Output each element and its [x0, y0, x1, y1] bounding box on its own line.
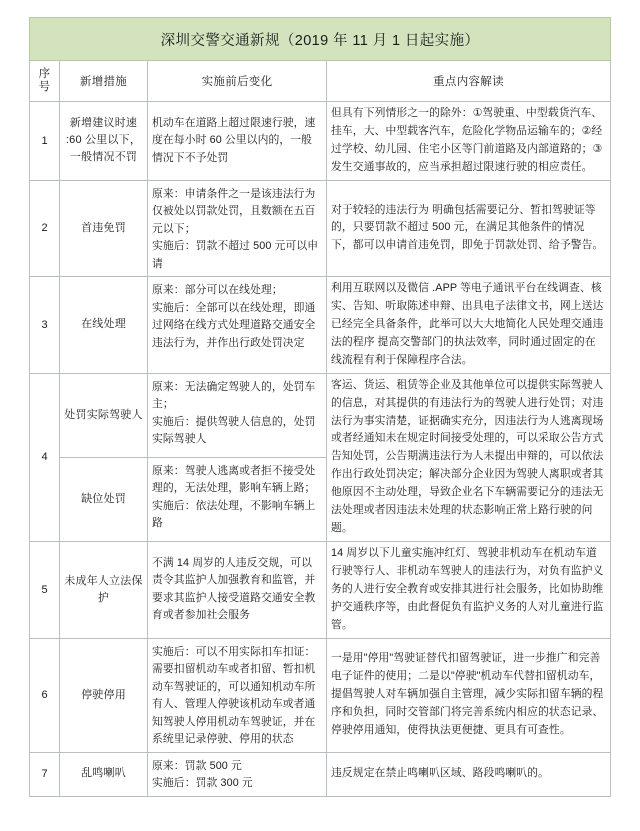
row-change-after: 实施后：依法处理，不影响车辆上路: [152, 499, 316, 530]
row-change: [148, 277, 327, 374]
table-row: [30, 277, 611, 374]
row-change-before: 原来：申请条件之一是该违法行为仅被处以罚款处罚，且数额在五百元以下；: [152, 187, 316, 235]
row-interpretation: 一是用"停用"驾驶证替代扣留驾驶证，进一步推广和完善电子证件的使用；二是以"停驶"机动车代替扣留机动车，提倡驾驶人对车辆加强自主管理，减少实际扣留车辆的程序和负担，同时交管部门将完善系统内相应的状态记录、停驶停用通知，使得执法更便捷、更具有可查性。: [327, 638, 611, 752]
row-number: 2: [30, 180, 60, 276]
row-change-after: 实施后：提供驾驶人信息的，处罚实际驾驶人: [152, 415, 316, 446]
row-change-before: 原来：部分可以在线处理；: [152, 284, 283, 297]
column-header-measure: 新增措施: [60, 61, 148, 102]
table-row: [30, 180, 611, 276]
row-measure: 处罚实际驾驶人: [60, 373, 148, 457]
row-change-before: 原来：驾驶人逃离或者拒不接受处理的，无法处理，影响车辆上路；: [152, 464, 316, 495]
row-change-after: 实施后：罚款不超过 500 元可以申请: [152, 240, 319, 270]
table-row: [30, 752, 611, 796]
column-header-no-line2: 号: [38, 81, 51, 93]
table-title-row: [30, 18, 611, 61]
page-title: 深圳交警交通新规（2019 年 11 月 1 日起实施）: [30, 18, 611, 61]
column-header-no: [30, 61, 60, 102]
row-change: [148, 752, 327, 796]
row-number: 7: [30, 752, 60, 796]
regulation-table: [29, 17, 611, 797]
row-number: 1: [30, 102, 60, 181]
column-header-no-line1: 序: [38, 68, 51, 81]
row-number: 3: [30, 277, 60, 374]
row-change-after: 实施后：全部可以在线处理，即通过网络在线方式处理道路交通安全违法行为，并作出行政处罚决定: [152, 301, 316, 349]
row-change: 机动车在道路上超过限速行驶，速度在每小时 60 公里以内的，一般情况下不予处罚: [148, 102, 327, 181]
row-change: [148, 373, 327, 457]
row-change-before: 原来：无法确定驾驶人的，处罚车主；: [152, 380, 316, 411]
row-interpretation: 14 周岁以下儿童实施冲红灯、驾驶非机动车在机动车道行驶等行人、非机动车驾驶人的违法行为，对负有监护义务的人进行安全教育或安排其进行社会服务，比如协助维护交通秩序等，由此督促负有监护义务的人对儿童进行监管。: [327, 542, 611, 639]
row-change: 实施后：可以不用实际扣车扣证：需要扣留机动车或者扣留、暂扣机动车驾驶证的，可以通知机动车所有人、管理人停驶该机动车或者通知驾驶人停用机动车驾驶证，并在系统里记录停驶、停用的状态: [148, 638, 327, 752]
row-interpretation: 对于较轻的违法行为 明确包括需要记分、暂扣驾驶证等的，只要罚款不超过 500 元，在满足其他条件的情况下，都可以申请首违免罚，即免于罚款处罚、给予警告。: [327, 180, 611, 276]
table-header-row: [30, 61, 611, 102]
row-number: 5: [30, 542, 60, 639]
row-measure: 停驶停用: [60, 638, 148, 752]
row-interpretation: 利用互联网以及微信 .APP 等电子通讯平台在线调查、核实、告知、听取陈述申辩、出具电子法律文书，网上送达已经完全具备条件，此举可以大大地简化人民处理交通违法的程序 提高交警部门的执法效率，同时通过固定的在线流程有利于保障程序合法。: [327, 277, 611, 374]
row-interpretation: 但具有下列情形之一的除外：①驾驶重、中型载货汽车、挂车，大、中型载客汽车，危险化学物品运输车的；②经过学校、幼儿园、住宅小区等门前道路及内部道路的；③发生交通事故的，应当承担超过限速行驶的相应责任。: [327, 102, 611, 181]
row-measure: 缺位处罚: [60, 457, 148, 541]
row-interpretation: 违反规定在禁止鸣喇叭区域、路段鸣喇叭的。: [327, 752, 611, 796]
row-measure: 乱鸣喇叭: [60, 752, 148, 796]
row-number: 6: [30, 638, 60, 752]
row-measure: 首违免罚: [60, 180, 148, 276]
row-change: [148, 457, 327, 541]
table-row: [30, 638, 611, 752]
column-header-change: 实施前后变化: [148, 61, 327, 102]
column-header-interpretation: 重点内容解读: [327, 61, 611, 102]
row-change-before: 原来：罚款 500 元: [152, 759, 242, 772]
row-change-after: 实施后：罚款 300 元: [152, 777, 253, 790]
row-change: [148, 180, 327, 276]
row-change: 不满 14 周岁的人违反交规，可以责令其监护人加强教育和监管，并要求其监护人接受道路交通安全教育或者参加社会服务: [148, 542, 327, 639]
row-measure: 在线处理: [60, 277, 148, 374]
row-interpretation: 客运、货运、租赁等企业及其他单位可以提供实际驾驶人的信息，对其提供的有违法行为的驾驶人进行处罚；对违法行为事实清楚，证据确实充分，因违法行为人逃离现场或者经通知未在规定时间接受处理的，可以采取公告方式告知处罚，公告期满违法行为人未提出申辩的，可以依法作出行政处罚决定；解决部分企业因为驾驶人离职或者其他原因不主动处理，导致企业名下车辆需要记分的违法无法处理或者因违法未处理的状态影响正常上路行驶的问题。: [327, 373, 611, 541]
table-row: [30, 102, 611, 181]
row-measure: 未成年人立法保护: [60, 542, 148, 639]
row-measure: 新增建议时速 :60 公里以下，一般情况不罚: [60, 102, 148, 181]
regulation-sheet: [29, 17, 610, 797]
table-row: [30, 542, 611, 639]
table-row: [30, 373, 611, 457]
row-number: 4: [30, 373, 60, 541]
